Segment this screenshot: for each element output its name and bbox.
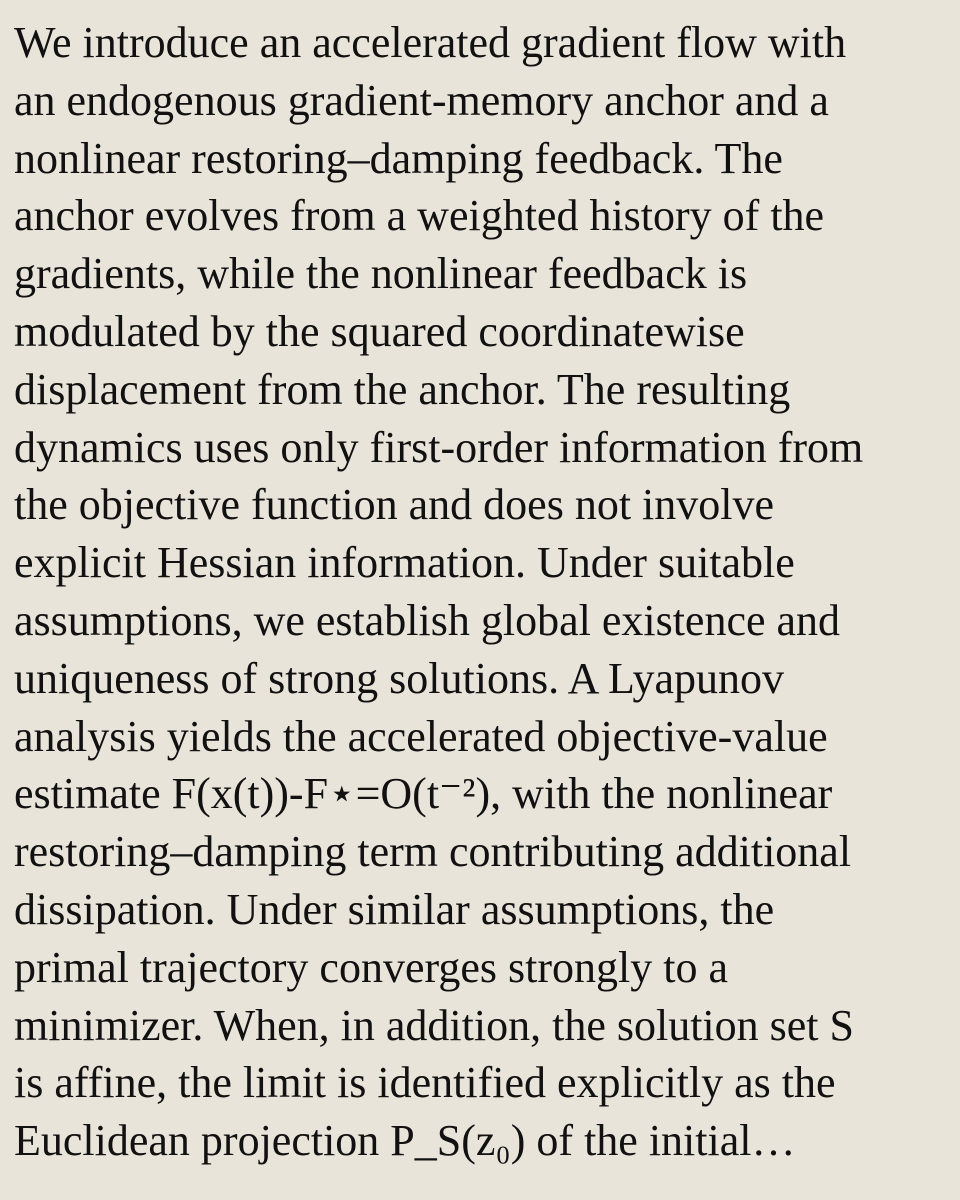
abstract-line: anchor evolves from a weighted history of the	[14, 191, 825, 241]
abstract-line: dynamics uses only first-order information from	[14, 422, 864, 472]
abstract-line: uniqueness of strong solutions. A Lyapunov	[14, 653, 784, 703]
abstract-line: an endogenous gradient-memory anchor and a	[14, 75, 829, 125]
abstract-line: minimizer. When, in addition, the solution set S	[14, 1000, 854, 1050]
abstract-line: displacement from the anchor. The resulting	[14, 364, 791, 414]
abstract-line: modulated by the squared coordinatewise	[14, 306, 745, 356]
abstract-line: nonlinear restoring–damping feedback. The	[14, 133, 783, 183]
abstract-line: estimate F(x(t))-F⋆=O(t⁻²), with the nonlinear	[14, 769, 833, 819]
abstract-line: explicit Hessian information. Under suitable	[14, 538, 795, 588]
abstract-line: restoring–damping term contributing additional	[14, 827, 852, 877]
abstract-line: assumptions, we establish global existence and	[14, 595, 841, 645]
abstract-line: is affine, the limit is identified explicitly as the	[14, 1058, 836, 1108]
abstract-line: dissipation. Under similar assumptions, the	[14, 884, 775, 934]
abstract-line: Euclidean projection P_S(z₀) of the initial…	[14, 1116, 796, 1166]
abstract-line: We introduce an accelerated gradient flow with	[14, 18, 847, 67]
abstract-line: the objective function and does not involve	[14, 480, 775, 530]
abstract-text	[14, 14, 944, 1170]
abstract-line: primal trajectory converges strongly to a	[14, 942, 728, 992]
abstract-line: gradients, while the nonlinear feedback is	[14, 249, 748, 299]
abstract-line: analysis yields the accelerated objective-value	[14, 711, 828, 761]
